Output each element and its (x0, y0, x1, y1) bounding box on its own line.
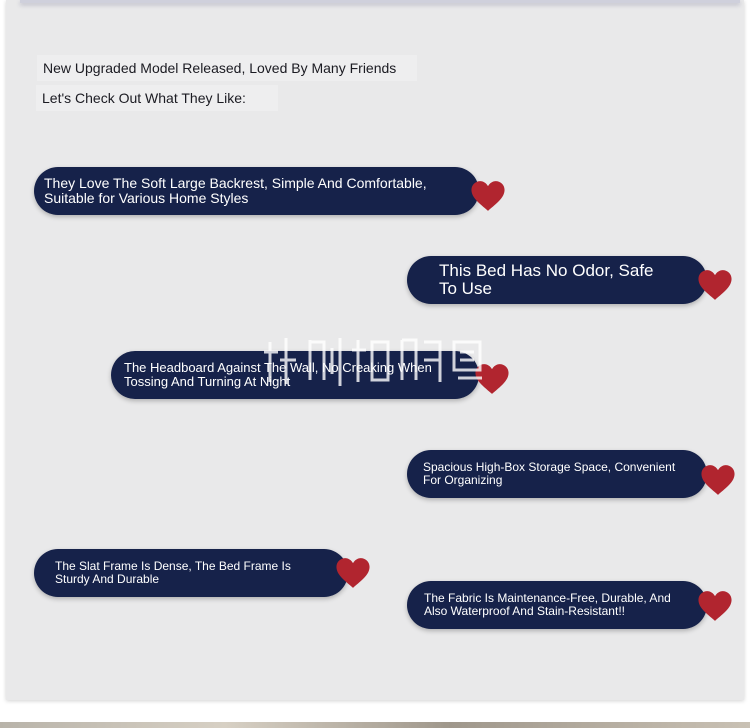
heart-icon (700, 464, 736, 496)
review-bubble-2 (407, 256, 707, 304)
heart-icon (697, 269, 733, 301)
review-text: The Slat Frame Is Dense, The Bed Frame Is Sturdy And Durable (55, 559, 291, 586)
review-bubble-4 (407, 450, 707, 498)
top-divider (20, 0, 740, 3)
heart-icon (474, 363, 510, 395)
review-bubble-5 (34, 549, 348, 597)
heart-icon (697, 590, 733, 622)
review-bubble-1 (34, 167, 479, 215)
intro-heading: New Upgraded Model Released, Loved By Many Friends (37, 55, 417, 81)
review-text: They Love The Soft Large Backrest, Simple And Comfortable, Suitable for Various Home Styles (44, 175, 427, 206)
review-bubble-3 (111, 351, 479, 399)
heart-icon (335, 557, 371, 589)
next-section-edge (0, 722, 750, 728)
review-text: This Bed Has No Odor, Safe To Use (439, 261, 654, 298)
review-text: The Headboard Against The Wall, No Creaking When Tossing And Turning At Night (124, 360, 432, 389)
heart-icon (470, 180, 506, 212)
review-text: Spacious High-Box Storage Space, Convenient For Organizing (423, 460, 676, 487)
review-bubble-6 (407, 581, 707, 629)
intro-subheading: Let's Check Out What They Like: (36, 85, 278, 111)
review-text: The Fabric Is Maintenance-Free, Durable, And Also Waterproof And Stain-Resistant!! (424, 591, 671, 618)
